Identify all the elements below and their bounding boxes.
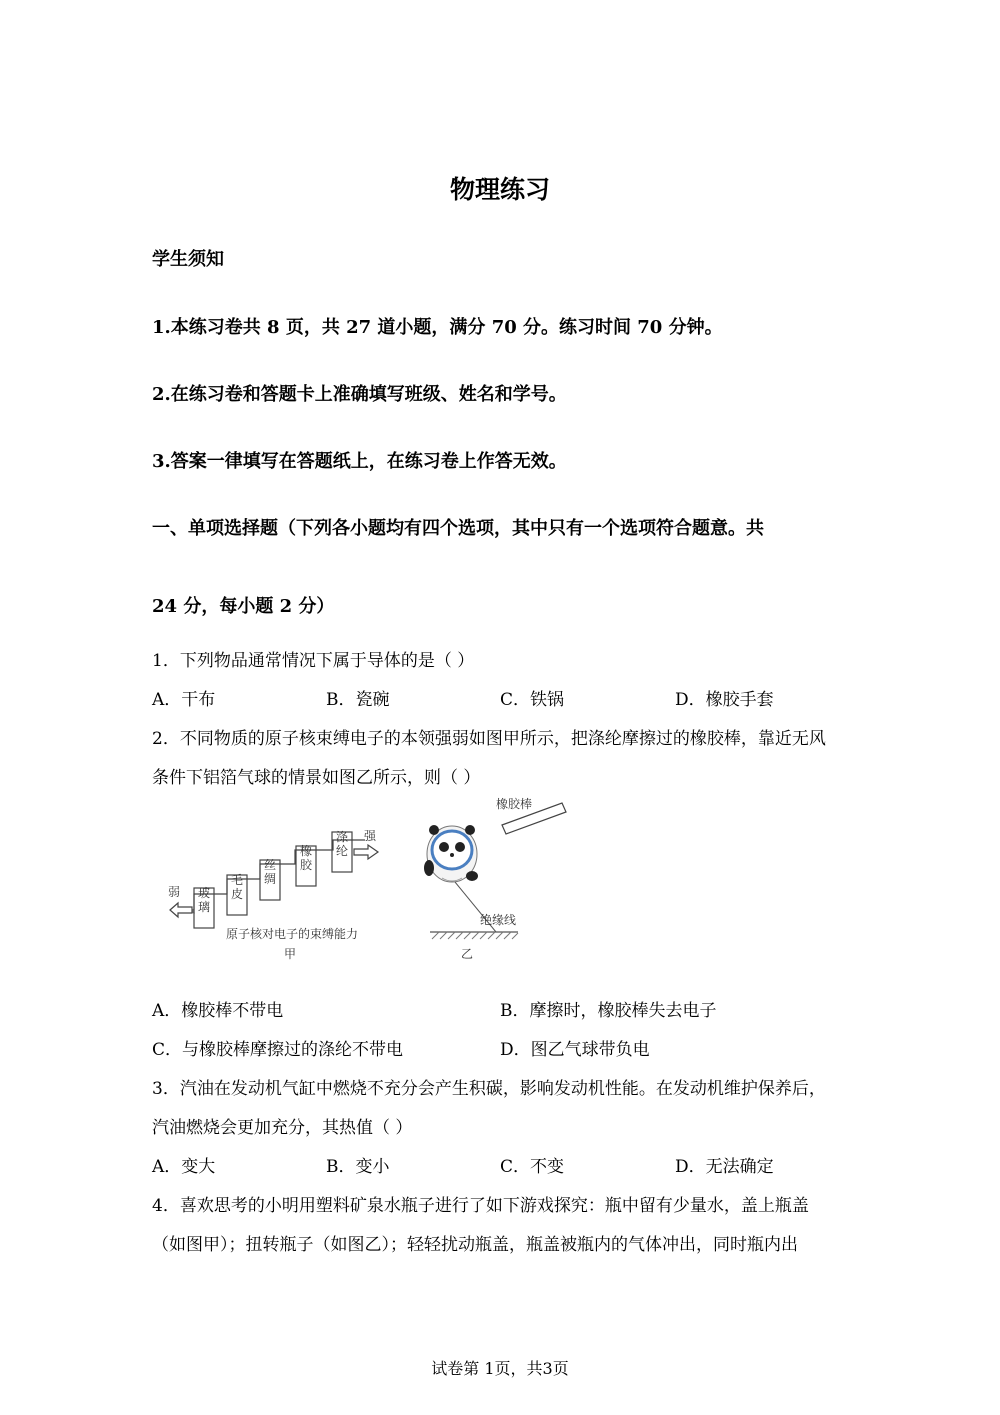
- label-yi: 乙: [461, 947, 474, 961]
- material-silk: [264, 858, 276, 886]
- question-1-option-b: B．瓷碗: [326, 690, 390, 710]
- material-char: 胶: [299, 858, 313, 872]
- label-jia: 甲: [284, 947, 297, 961]
- label-strong: 强: [364, 829, 377, 843]
- material-char: 涤: [335, 830, 349, 844]
- question-3-option-a: A．变大: [152, 1157, 216, 1177]
- material-char: 丝: [263, 858, 277, 872]
- material-char: 毛: [230, 873, 244, 887]
- axis-caption: 原子核对电子的束缚能力: [226, 927, 359, 941]
- section-heading-line1: 一、单项选择题（下列各小题均有四个选项，其中只有一个选项符合题意。共: [152, 518, 764, 539]
- notice-heading: 学生须知: [152, 249, 224, 270]
- material-char: 绸: [263, 872, 277, 886]
- arrow-strong-icon: [354, 845, 378, 859]
- question-2-stem-line2: 条件下铝箔气球的情景如图乙所示，则（ ）: [152, 768, 481, 788]
- question-2-option-c: C．与橡胶棒摩擦过的涤纶不带电: [152, 1040, 404, 1060]
- material-rubber: [300, 843, 313, 872]
- material-char: 皮: [230, 887, 244, 901]
- question-3-option-b: B．变小: [326, 1157, 390, 1177]
- material-glass: [198, 885, 210, 914]
- question-2-stem-line1: 2．不同物质的原子核束缚电子的本领强弱如图甲所示，把涤纶摩擦过的橡胶棒，靠近无风: [152, 729, 826, 749]
- question-1-option-c: C．铁锅: [500, 690, 565, 710]
- material-char: 橡: [299, 844, 313, 858]
- question-1-option-a: A．干布: [152, 690, 216, 710]
- question-2-option-a: A．橡胶棒不带电: [152, 1001, 284, 1021]
- question-4-stem-line2: （如图甲）；扭转瓶子（如图乙）；轻轻扰动瓶盖，瓶盖被瓶内的气体冲出，同时瓶内出: [152, 1235, 798, 1255]
- balloon-icon: [424, 825, 478, 882]
- arrow-weak-icon: [170, 903, 192, 917]
- thread-label: 绝缘线: [480, 913, 517, 927]
- question-3-stem-line2: 汽油燃烧会更加充分，其热值（ ）: [152, 1118, 413, 1138]
- material-char: 纶: [335, 844, 349, 858]
- figure-yi: [424, 796, 566, 961]
- question-2-figure: [150, 790, 590, 970]
- material-char: 玻: [197, 886, 211, 900]
- label-weak: 弱: [168, 885, 181, 899]
- question-3-stem-line1: 3．汽油在发动机气缸中燃烧不充分会产生积碳，影响发动机性能。在发动机维护保养后，: [152, 1079, 826, 1099]
- section-heading-line2: 24 分，每小题 2 分）: [152, 596, 335, 617]
- page-title: 物理练习: [449, 175, 550, 204]
- material-polyester: [336, 830, 349, 858]
- page-footer: 试卷第 1页，共3页: [431, 1359, 569, 1378]
- notice-item-3: 3.答案一律填写在答题纸上，在练习卷上作答无效。: [152, 451, 567, 472]
- question-1-stem: 1．下列物品通常情况下属于导体的是（ ）: [152, 651, 475, 671]
- question-1-option-d: D．橡胶手套: [675, 690, 774, 710]
- rod-label: 橡胶棒: [496, 797, 533, 811]
- question-3-option-d: D．无法确定: [675, 1157, 774, 1177]
- material-fur: [231, 873, 243, 901]
- question-2-option-d: D．图乙气球带负电: [500, 1040, 650, 1060]
- ground-hatch: [432, 932, 518, 939]
- question-4-stem-line1: 4．喜欢思考的小明用塑料矿泉水瓶子进行了如下游戏探究：瓶中留有少量水，盖上瓶盖: [152, 1196, 809, 1216]
- notice-item-2: 2.在练习卷和答题卡上准确填写班级、姓名和学号。: [152, 384, 567, 405]
- material-char: 璃: [197, 900, 211, 914]
- notice-item-1: 1.本练习卷共 8 页，共 27 道小题，满分 70 分。练习时间 70 分钟。: [152, 317, 723, 338]
- question-2-option-b: B．摩擦时，橡胶棒失去电子: [500, 1001, 717, 1021]
- question-3-option-c: C．不变: [500, 1157, 565, 1177]
